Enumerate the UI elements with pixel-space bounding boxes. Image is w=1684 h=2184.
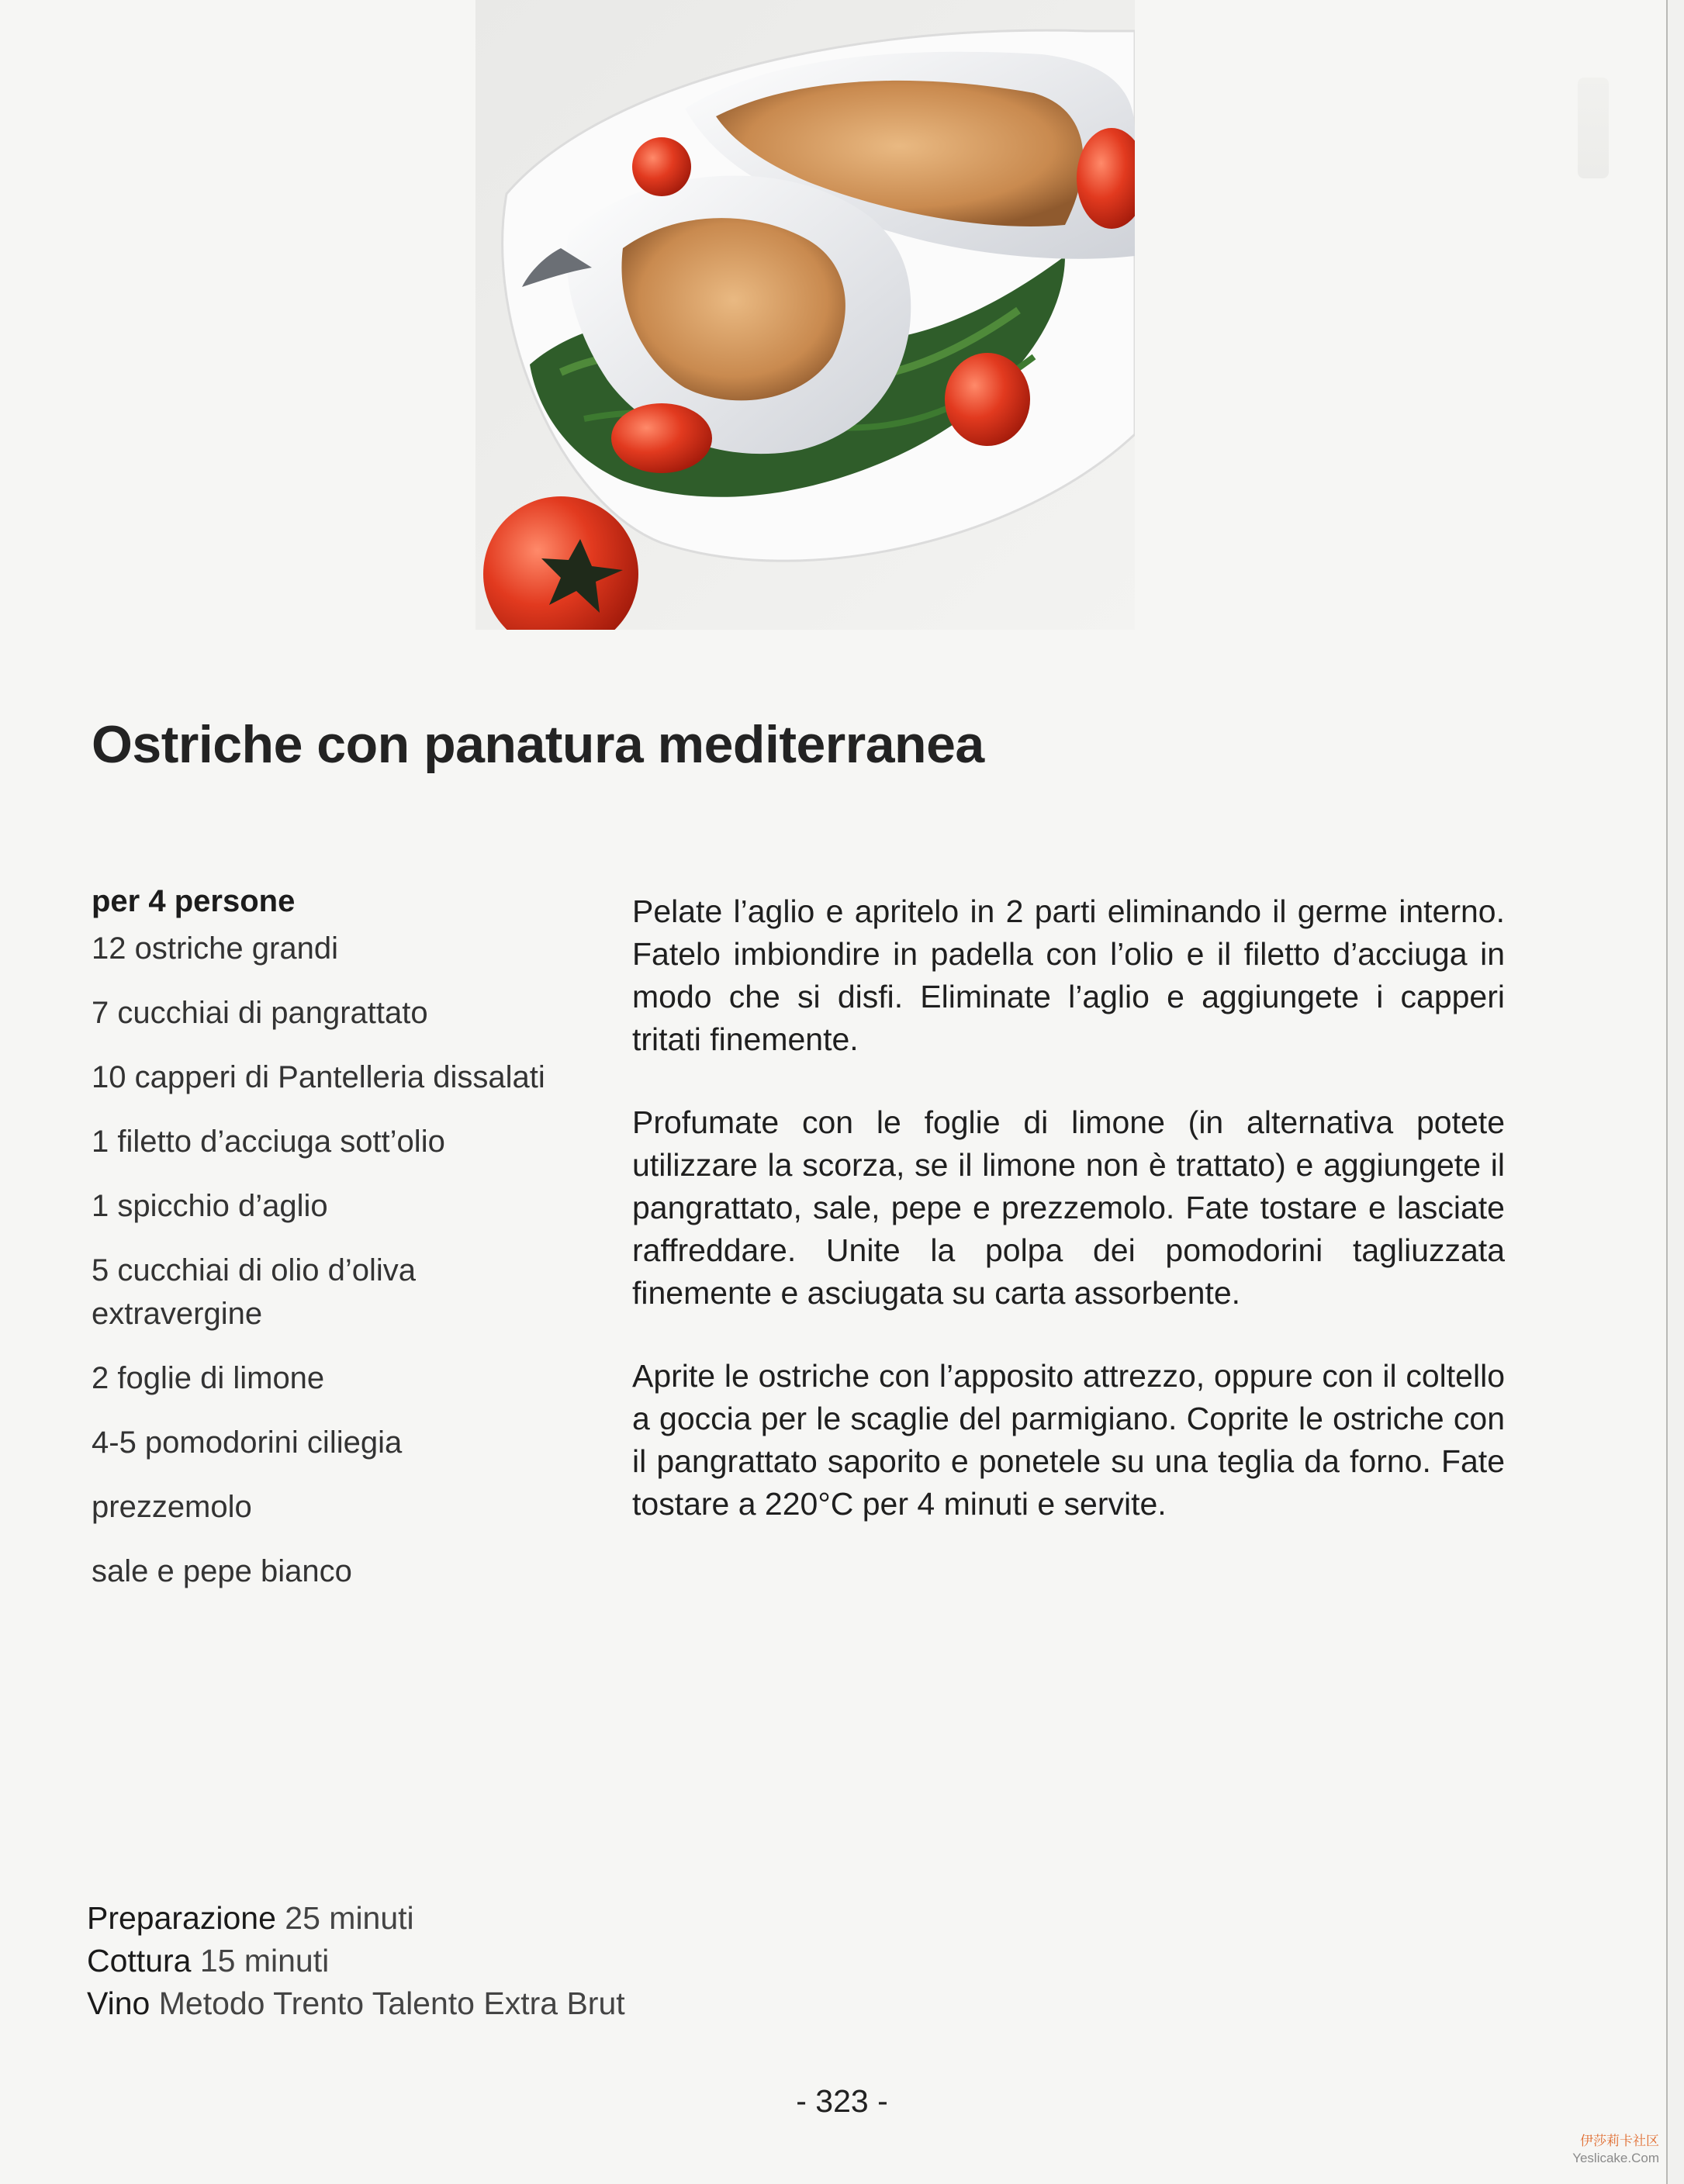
bleed-through-mark — [1578, 78, 1609, 178]
recipe-title: Ostriche con panatura mediterranea — [92, 715, 984, 774]
ingredient-item: 2 foglie di limone — [92, 1361, 325, 1395]
ingredient-item: 4-5 pomodorini ciliegia — [92, 1425, 403, 1460]
wine-label: Vino — [87, 1985, 150, 2021]
ingredient-item: 1 spicchio d’aglio — [92, 1189, 328, 1223]
ingredient-item: 1 filetto d’acciuga sott’olio — [92, 1125, 445, 1159]
cooking-label: Cottura — [87, 1943, 192, 1978]
preparation-label: Preparazione — [87, 1900, 276, 1936]
page-edge — [1666, 0, 1684, 2184]
ingredient-item: 7 cucchiai di pangrattato — [92, 996, 428, 1030]
recipe-meta — [87, 1897, 625, 2025]
method-step: Aprite le ostriche con l’apposito attrezzo, oppure con il coltello a goccia per le scaglie del parmigiano. Coprite le ostriche con il pangrattato saporito e ponetele su una teglia da forno. Fate tostare a 220°C per 4 minuti e servite. — [632, 1358, 1505, 1522]
ingredient-item: 5 cucchiai di olio d’oliva extravergine — [92, 1253, 417, 1331]
ingredient-item: 10 capperi di Pantelleria dissalati — [92, 1060, 545, 1094]
ingredient-item: prezzemolo — [92, 1490, 252, 1524]
ingredient-item: 12 ostriche grandi — [92, 931, 338, 966]
method-step: Profumate con le foglie di limone (in alternativa potete utilizzare la scorza, se il limone non è trattato) e aggiungete il pangrattato, sale, pepe e prezzemolo. Fate tostare e lasciate raffreddare. Unite la polpa dei pomodorini tagliuzzata finemente e asciugata su carta assorbente. — [632, 1104, 1505, 1311]
watermark-line-2: Yeslicake.Com — [1572, 2151, 1659, 2165]
watermark — [1572, 2133, 1659, 2167]
cooking-value: 15 minuti — [199, 1943, 330, 1978]
wine-pairing — [87, 1982, 625, 2025]
servings-label: per 4 persone — [92, 884, 296, 918]
method-step: Pelate l’aglio e apritelo in 2 parti eliminando il germe interno. Fatelo imbiondire in padella con l’olio e il filetto d’acciuga in modo che si disfi. Eliminate l’aglio e aggiungete i capperi tritati finemente. — [632, 893, 1505, 1057]
page-number: - 323 - — [796, 2083, 888, 2119]
method-panel — [632, 890, 1505, 1566]
watermark-line-1: 伊莎莉卡社区 — [1580, 2134, 1659, 2148]
preparation-time — [87, 1897, 625, 1940]
cooking-time — [87, 1940, 625, 1982]
wine-value: Metodo Trento Talento Extra Brut — [158, 1985, 625, 2021]
recipe-photo — [475, 0, 1135, 630]
ingredients-panel — [92, 884, 588, 1614]
preparation-value: 25 minuti — [285, 1900, 414, 1936]
ingredient-item: sale e pepe bianco — [92, 1554, 352, 1588]
ingredient-list — [92, 927, 588, 1593]
